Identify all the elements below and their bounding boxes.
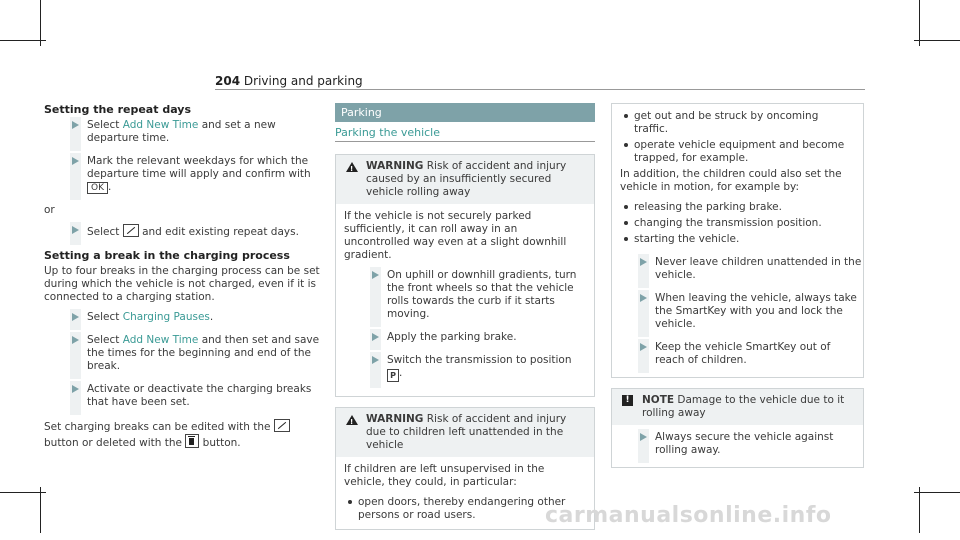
step-arrow-icon [72, 313, 79, 321]
step: Always secure the vehicle against rolling away. [612, 431, 863, 457]
step-arrow-icon [640, 433, 647, 441]
step: When leaving the vehicle, always take the SmartKey with you and lock the vehicle. [612, 292, 863, 331]
step-arrow-icon [372, 271, 379, 279]
column-left [44, 103, 322, 457]
crop-mark [914, 40, 960, 41]
step: Apply the parking brake. [344, 331, 586, 344]
page-header [215, 74, 363, 88]
section-title: Driving and parking [243, 74, 363, 88]
step-arrow-icon [72, 226, 79, 234]
step: Mark the relevant weekdays for which the departure time will apply and confirm with OK . [44, 155, 322, 194]
step: On uphill or downhill gradients, turn the front wheels so that the vehicle rolls towards the curb if it starts moving. [344, 269, 586, 321]
list-item: get out and be struck by oncoming traffic. [620, 110, 855, 136]
step: Keep the vehicle SmartKey out of reach of children. [612, 341, 863, 367]
step: Select Charging Pauses. [44, 311, 322, 324]
menu-link-charging-pauses[interactable]: Charging Pauses [122, 311, 210, 323]
warning-continuation [611, 103, 864, 378]
watermark: carmanualsonline.info [545, 503, 832, 528]
step-arrow-icon [640, 343, 647, 351]
step: Activate or deactivate the charging breaks that have been set. [44, 383, 322, 409]
section-bar: Parking [335, 103, 595, 122]
crop-mark [0, 40, 46, 41]
step-arrow-icon [372, 333, 379, 341]
warning-box: ! WARNING Risk of accident and injury due to children left unattended in the vehicle If children are left unsupervised in the vehicle, they could, in particular: open doors, thereby endangering other persons or road users. [335, 407, 595, 530]
paragraph: Up to four breaks in the charging process can be set during which the vehicle is not charged, even if it is connected to a charging station. [44, 265, 320, 303]
paragraph: Set charging breaks can be edited with the button or deleted with the button. [44, 419, 322, 450]
menu-link-add-new-time[interactable]: Add New Time [122, 119, 199, 131]
step-arrow-icon [72, 157, 79, 165]
step: Select Add New Time and then set and save the times for the beginning and end of the break. [44, 334, 322, 373]
paragraph: In addition, the children could also set the vehicle in motion, for example by: [620, 168, 842, 193]
step-arrow-icon [640, 294, 647, 302]
edit-pen-icon[interactable] [123, 224, 139, 237]
step: Select and edit existing repeat days. [44, 224, 322, 239]
heading-charging-break: Setting a break in the charging process [44, 249, 290, 262]
step: Select Add New Time and set a new departure time. [44, 119, 322, 145]
warning-box: ! WARNING Risk of accident and injury caused by an insufficiently secured vehicle rolling away If the vehicle is not securely parked sufficiently, it can roll away in an uncontrolled way even at a slight downhill gradient. On uphill or downhill gradients, turn the front wheels so that the vehicle rolls towards the curb if it starts moving. Apply the parking brake. Switch the transmission to position P . [335, 154, 595, 397]
crop-mark [0, 492, 46, 493]
notice-icon: ! [622, 395, 633, 406]
list-item: operate vehicle equipment and become trapped, for example. [620, 139, 855, 165]
or-text: or [44, 204, 55, 216]
warning-icon [346, 162, 358, 172]
notice-label: NOTE [642, 394, 675, 406]
warning-icon [346, 415, 358, 425]
warning-label: WARNING [366, 160, 424, 172]
crop-mark [40, 487, 41, 533]
step-arrow-icon [72, 336, 79, 344]
step: Never leave children unattended in the vehicle. [612, 256, 863, 282]
notice-box: ! NOTE Damage to the vehicle due to it rolling away Always secure the vehicle against rolling away. [611, 388, 864, 468]
step-arrow-icon [640, 258, 647, 266]
park-position-icon: P [387, 369, 399, 382]
step: Switch the transmission to position P . [344, 354, 586, 382]
column-middle [335, 103, 595, 540]
ok-button[interactable]: OK [87, 182, 108, 194]
column-right [611, 103, 864, 478]
trash-icon[interactable] [185, 434, 199, 448]
crop-mark [914, 492, 960, 493]
step-arrow-icon [72, 121, 79, 129]
list-item: changing the transmission position. [620, 217, 855, 230]
list-item: releasing the parking brake. [620, 201, 855, 214]
step-arrow-icon [372, 356, 379, 364]
step-arrow-icon [72, 385, 79, 393]
edit-pen-icon[interactable] [274, 419, 290, 432]
page-number: 204 [215, 74, 241, 88]
subheading: Parking the vehicle [335, 126, 595, 142]
list-item: open doors, thereby endangering other persons or road users. [344, 496, 586, 522]
crop-mark [919, 487, 920, 533]
list-item: starting the vehicle. [620, 233, 855, 246]
heading-repeat-days: Setting the repeat days [44, 103, 191, 116]
menu-link-add-new-time[interactable]: Add New Time [122, 334, 199, 346]
header-divider [215, 89, 865, 90]
warning-label: WARNING [366, 413, 424, 425]
